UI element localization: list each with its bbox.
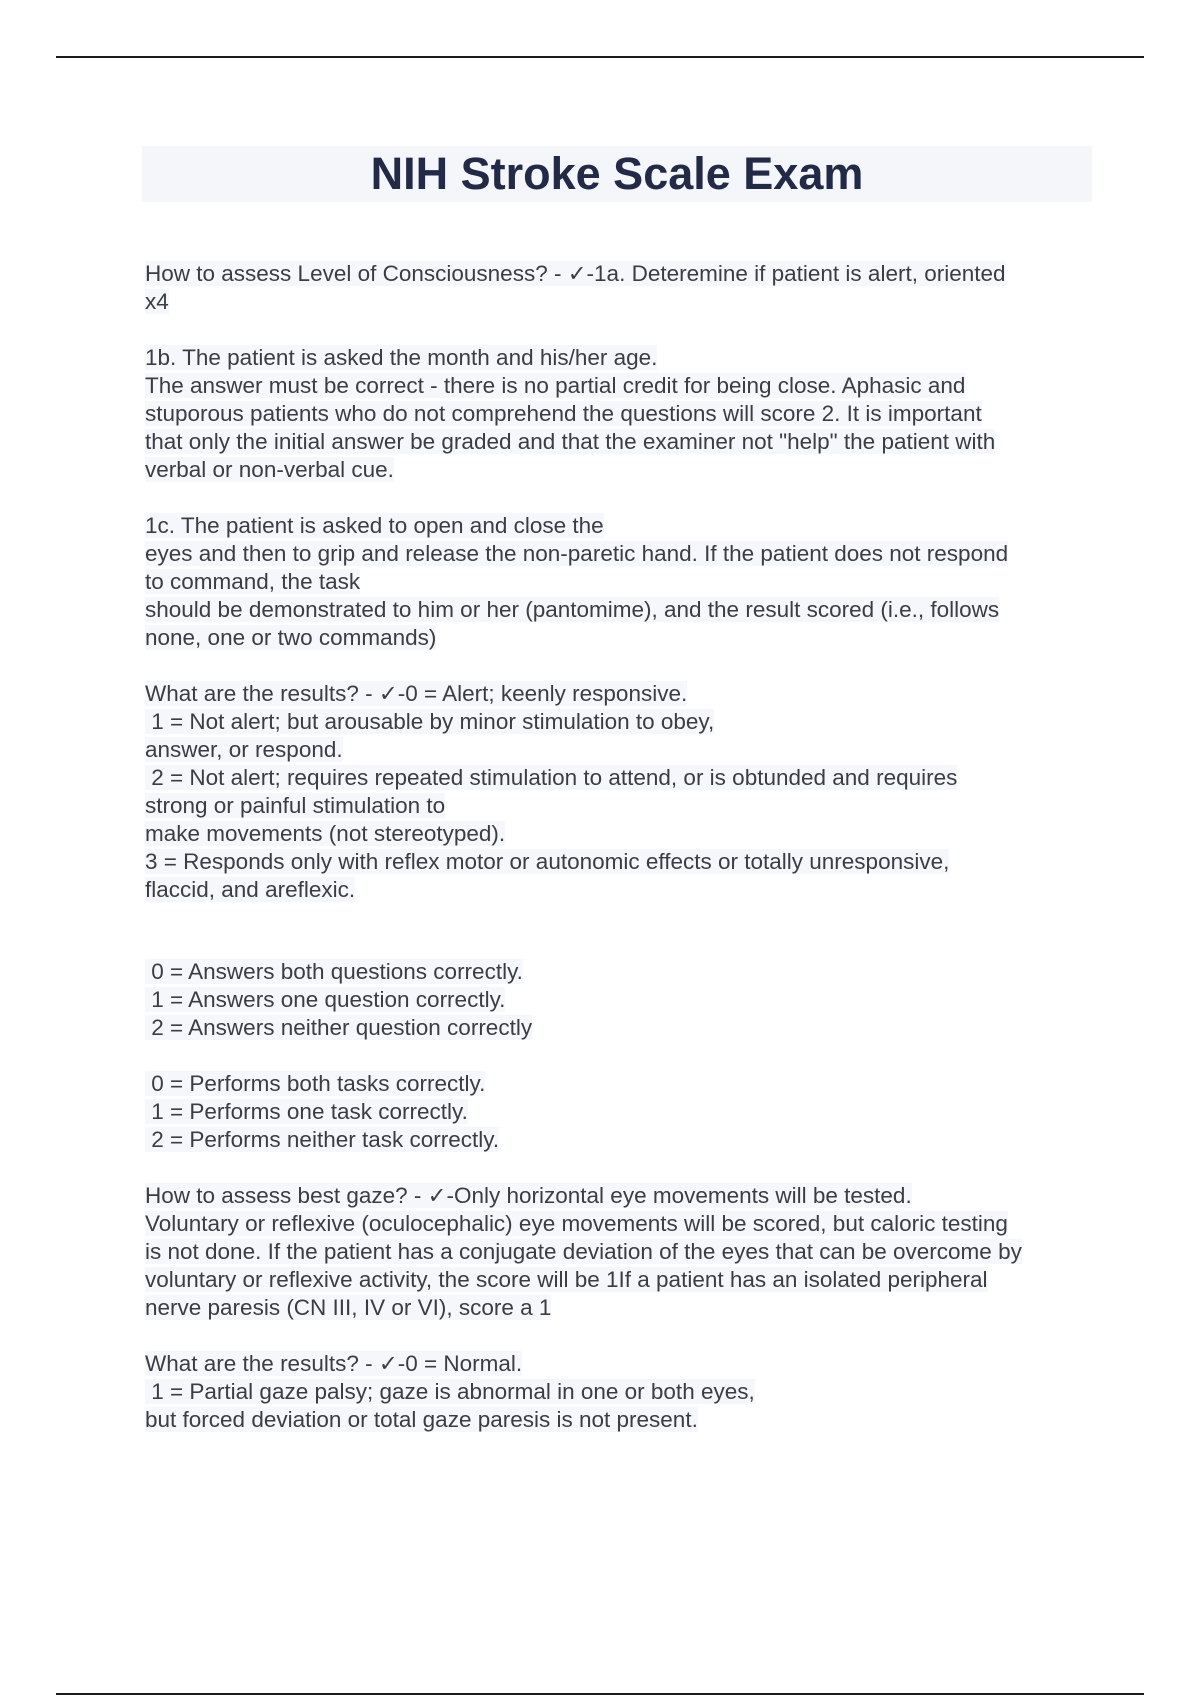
paragraph — [145, 1350, 1095, 1434]
paragraph-gap — [145, 1042, 1095, 1070]
paragraph — [145, 680, 1095, 904]
text-line-content: 1 = Not alert; but arousable by minor stimulation to obey, — [145, 709, 715, 734]
text-line-content: is not done. If the patient has a conjugate deviation of the eyes that can be overcome by — [145, 1239, 1022, 1264]
text-line — [145, 1182, 1095, 1210]
paragraph-gap — [145, 316, 1095, 344]
text-line — [145, 876, 1095, 904]
text-line-content: answer, or respond. — [145, 737, 343, 762]
text-line-content: What are the results? - ✓-0 = Normal. — [145, 1351, 523, 1376]
text-line-content: 3 = Responds only with reflex motor or autonomic effects or totally unresponsive, — [145, 849, 950, 874]
text-line-content: Voluntary or reflexive (oculocephalic) eye movements will be scored, but caloric testing — [145, 1211, 1008, 1236]
paragraph — [145, 958, 1095, 1042]
text-line-content: strong or painful stimulation to — [145, 793, 446, 818]
paragraph-gap — [145, 904, 1095, 958]
footer-rule — [56, 1693, 1144, 1695]
text-line-content: What are the results? - ✓-0 = Alert; keenly responsive. — [145, 681, 688, 706]
text-line-content: nerve paresis (CN III, IV or VI), score a 1 — [145, 1295, 552, 1320]
paragraph — [145, 1182, 1095, 1322]
text-line — [145, 288, 1095, 316]
text-line — [145, 1070, 1095, 1098]
text-line-content: stuporous patients who do not comprehend the questions will score 2. It is important — [145, 401, 982, 426]
text-line — [145, 568, 1095, 596]
text-line-content: 0 = Performs both tasks correctly. — [145, 1071, 486, 1096]
text-line — [145, 1294, 1095, 1322]
document-body — [145, 260, 1095, 1434]
text-line — [145, 596, 1095, 624]
text-line-content: 2 = Performs neither task correctly. — [145, 1127, 500, 1152]
paragraph — [145, 344, 1095, 484]
text-line — [145, 1126, 1095, 1154]
text-line-content: How to assess best gaze? - ✓-Only horizontal eye movements will be tested. — [145, 1183, 912, 1208]
text-line-content: 1 = Answers one question correctly. — [145, 987, 506, 1012]
paragraph-gap — [145, 652, 1095, 680]
text-line-content: make movements (not stereotyped). — [145, 821, 506, 846]
text-line — [145, 1406, 1095, 1434]
text-line-content: x4 — [145, 289, 169, 314]
text-line — [145, 260, 1095, 288]
text-line — [145, 680, 1095, 708]
text-line — [145, 764, 1095, 792]
text-line-content: 2 = Answers neither question correctly — [145, 1015, 533, 1040]
text-line-content: but forced deviation or total gaze paresis is not present. — [145, 1407, 698, 1432]
text-line-content: should be demonstrated to him or her (pantomime), and the result scored (i.e., follows — [145, 597, 1000, 622]
text-line-content: 2 = Not alert; requires repeated stimulation to attend, or is obtunded and requires — [145, 765, 958, 790]
paragraph — [145, 260, 1095, 316]
text-line-content: 1 = Performs one task correctly. — [145, 1099, 468, 1124]
text-line — [145, 708, 1095, 736]
text-line — [145, 624, 1095, 652]
text-line-content: 1 = Partial gaze palsy; gaze is abnormal in one or both eyes, — [145, 1379, 755, 1404]
text-line — [145, 1210, 1095, 1238]
text-line — [145, 848, 1095, 876]
text-line — [145, 456, 1095, 484]
text-line-content: none, one or two commands) — [145, 625, 437, 650]
text-line — [145, 540, 1095, 568]
text-line — [145, 428, 1095, 456]
text-line-content: voluntary or reflexive activity, the score will be 1If a patient has an isolated peripheral — [145, 1267, 988, 1292]
text-line-content: 1c. The patient is asked to open and close the — [145, 513, 604, 538]
text-line-content: The answer must be correct - there is no partial credit for being close. Aphasic and — [145, 373, 966, 398]
text-line — [145, 344, 1095, 372]
text-line-content: that only the initial answer be graded and that the examiner not "help" the patient with — [145, 429, 996, 454]
text-line — [145, 792, 1095, 820]
text-line-content: flaccid, and areflexic. — [145, 877, 356, 902]
text-line-content: 1b. The patient is asked the month and his/her age. — [145, 345, 658, 370]
text-line — [145, 820, 1095, 848]
text-line — [145, 1266, 1095, 1294]
text-line — [145, 986, 1095, 1014]
text-line-content: 0 = Answers both questions correctly. — [145, 959, 523, 984]
text-line — [145, 1378, 1095, 1406]
text-line-content: to command, the task — [145, 569, 361, 594]
text-line — [145, 400, 1095, 428]
text-line-content: verbal or non-verbal cue. — [145, 457, 394, 482]
text-line-content: How to assess Level of Consciousness? - ✓-1a. Deteremine if patient is alert, oriented — [145, 261, 1006, 286]
text-line — [145, 1098, 1095, 1126]
text-line — [145, 958, 1095, 986]
text-line — [145, 736, 1095, 764]
text-line — [145, 1238, 1095, 1266]
document-title: NIH Stroke Scale Exam — [370, 148, 864, 199]
text-line — [145, 1014, 1095, 1042]
paragraph — [145, 1070, 1095, 1154]
text-line — [145, 372, 1095, 400]
paragraph — [145, 512, 1095, 652]
header-rule — [56, 56, 1144, 58]
paragraph-gap — [145, 1154, 1095, 1182]
title-banner — [142, 146, 1092, 202]
text-line — [145, 1350, 1095, 1378]
paragraph-gap — [145, 1322, 1095, 1350]
text-line — [145, 512, 1095, 540]
text-line-content: eyes and then to grip and release the non-paretic hand. If the patient does not respond — [145, 541, 1009, 566]
paragraph-gap — [145, 484, 1095, 512]
